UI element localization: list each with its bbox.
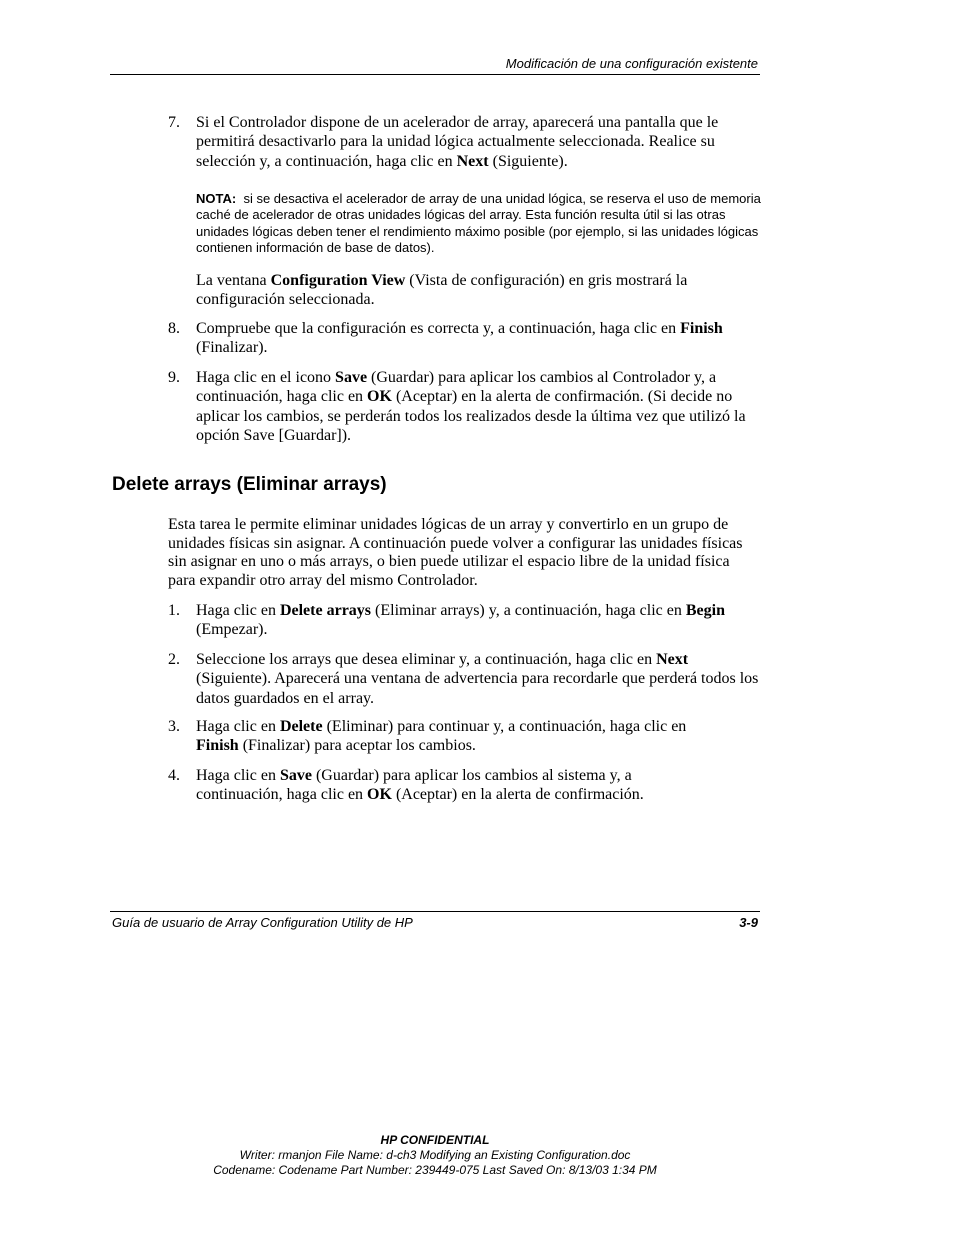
step-text: [196, 368, 766, 446]
step-number: 1.: [168, 602, 180, 619]
bold-term: Delete: [279, 718, 323, 735]
step-number: 7.: [168, 114, 180, 131]
confidential-line-2: Codename: Codename Part Number: 239449-075 Last Saved On: 8/13/03 1:34 PM: [213, 1163, 657, 1177]
bold-term: OK: [367, 786, 392, 804]
text-run: (Aceptar) en la alerta de confirmación.: [391, 786, 644, 804]
text-run: (Guardar) para aplicar los cambios al Controlador y, a continuación, haga clic en: [196, 369, 717, 406]
text-run: Haga clic en: [196, 767, 280, 784]
text-run: Si el Controlador dispone de un acelerador de array, aparecerá una pantalla que le permitirá desactivarlo para la unidad lógica actualmente seleccionada. Realice su selección y, a continuación, haga clic en: [196, 114, 719, 170]
header-rule: [110, 74, 760, 75]
text-run: (Siguiente).: [488, 152, 568, 170]
step-9: [168, 368, 768, 446]
bold-term: Save: [279, 767, 312, 784]
bold-term: Next: [656, 651, 689, 668]
step-text: [196, 113, 766, 171]
step-text: [196, 717, 716, 756]
delete-step-1: [168, 601, 768, 640]
step-text: [196, 766, 696, 805]
step-number: 8.: [168, 320, 180, 337]
text-run: (Eliminar arrays) y, a continuación, haga clic en: [371, 602, 686, 619]
text-run: Seleccione los arrays que desea eliminar y, a continuación, haga clic en: [196, 651, 657, 668]
text-run: (Guardar) para aplicar los cambios al sistema y, a continuación, haga clic en: [196, 767, 632, 804]
step-number: 2.: [168, 651, 180, 668]
bold-term: Finish: [680, 320, 723, 337]
delete-step-4: [168, 766, 768, 805]
note-text: si se desactiva el acelerador de array de una unidad lógica, se reserva el uso de memoria caché de acelerador de otras unidades lógicas del array. Esta función resulta útil si las otras unidades lógicas deben tener el rendimiento máximo posible (por ejemplo, si las unidades lógicas contienen información de base de datos).: [196, 191, 761, 256]
text-run: (Aceptar) en la alerta de confirmación. (Si decide no aplicar los cambios, se perderán todos los realizados desde la última vez que utilizó la opción Save [Guardar]).: [196, 388, 746, 445]
bold-term: Finish: [196, 737, 239, 755]
config-view-paragraph: [196, 271, 766, 310]
text-run: La ventana: [196, 272, 271, 289]
page-number: 3-9: [739, 915, 758, 930]
step-text: [196, 650, 766, 708]
section-heading: Delete arrays (Eliminar arrays): [112, 474, 387, 495]
footer-rule: [110, 911, 760, 912]
step-number: 3.: [168, 718, 180, 735]
text-run: Haga clic en: [196, 602, 280, 619]
bold-term: Delete arrays: [279, 602, 372, 619]
text-run: (Empezar).: [196, 621, 268, 639]
text-run: Compruebe que la configuración es correcta y, a continuación, haga clic en: [196, 320, 681, 337]
step-number: 4.: [168, 767, 180, 784]
confidential-title: HP CONFIDENTIAL: [380, 1133, 490, 1147]
note-label: NOTA:: [196, 191, 237, 206]
note-block: [196, 191, 766, 257]
intro-paragraph: Esta tarea le permite eliminar unidades lógicas de un array y convertirlo en un grupo de unidades físicas sin asignar. A continuación puede volver a configurar las unidades físicas sin asignar en uno o más arrays, o bien puede utilizar el espacio libre de la unidad física para expandir otro array del mismo Controlador.: [168, 516, 743, 589]
bold-term: Begin: [685, 602, 725, 619]
step-7: [168, 113, 768, 171]
text-run: Haga clic en el icono: [196, 369, 336, 386]
text-run: (Finalizar) para aceptar los cambios.: [238, 737, 476, 755]
text-run: (Finalizar).: [196, 339, 268, 357]
step-8: [168, 319, 768, 358]
step-text: [196, 319, 766, 358]
bold-term: Configuration View: [270, 272, 406, 289]
footer-title: Guía de usuario de Array Configuration Utility de HP: [112, 915, 413, 930]
bold-term: OK: [367, 388, 392, 406]
text-run: (Eliminar) para continuar y, a continuación, haga clic en: [322, 718, 687, 735]
step-text: [196, 601, 766, 640]
confidential-line-1: Writer: rmanjon File Name: d-ch3 Modifying an Existing Configuration.doc: [239, 1148, 631, 1162]
bold-term: Save: [335, 369, 368, 386]
bold-term: Next: [456, 152, 489, 170]
delete-step-2: [168, 650, 768, 708]
text-run: (Vista de configuración) en gris mostrará la configuración seleccionada.: [196, 272, 688, 309]
text-run: (Siguiente). Aparecerá una ventana de advertencia para recordarle que perderá todos los datos guardados en el array.: [196, 670, 759, 707]
delete-step-3: [168, 717, 768, 756]
step-number: 9.: [168, 369, 180, 386]
running-header: Modificación de una configuración existente: [505, 56, 758, 71]
text-run: Haga clic en: [196, 718, 280, 735]
